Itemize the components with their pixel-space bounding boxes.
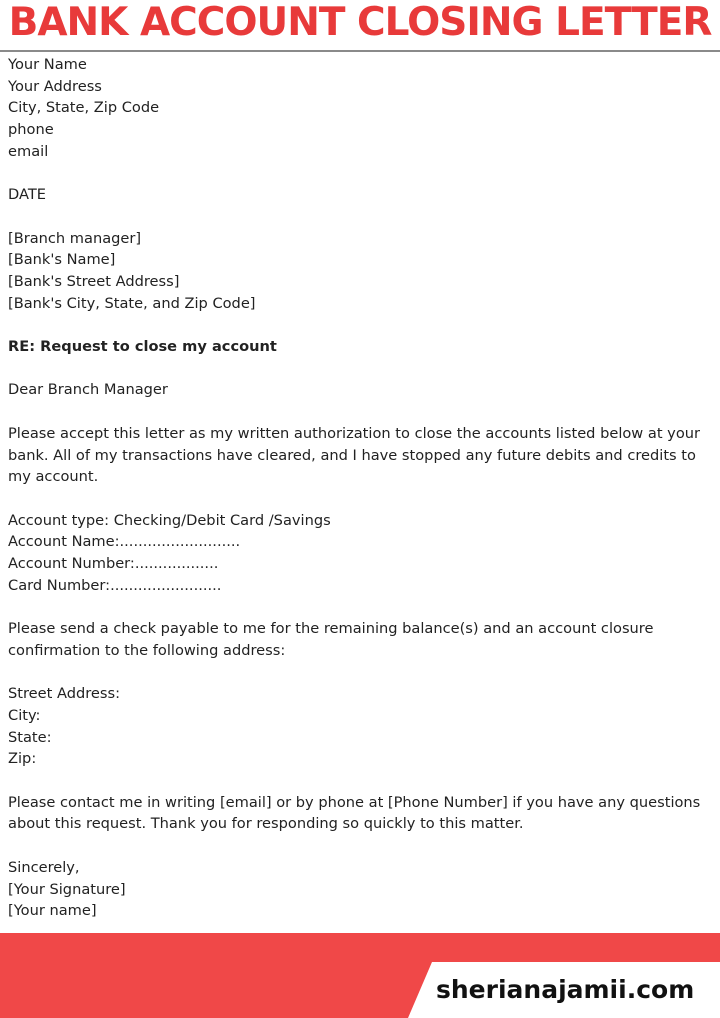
city-field: City: bbox=[8, 706, 41, 724]
letter-body bbox=[8, 54, 712, 922]
street-address-field: Street Address: bbox=[8, 685, 121, 703]
spacer bbox=[8, 163, 712, 185]
spacer bbox=[8, 770, 712, 792]
closing-name: [Your name] bbox=[8, 902, 97, 920]
spacer bbox=[8, 314, 712, 336]
spacer bbox=[8, 401, 712, 423]
title-divider bbox=[0, 50, 720, 52]
sender-email: email bbox=[8, 142, 49, 160]
salutation: Dear Branch Manager bbox=[8, 381, 168, 399]
recipient-bank-name: [Bank's Name] bbox=[8, 251, 116, 269]
spacer bbox=[8, 206, 712, 228]
page-title: BANK ACCOUNT CLOSING LETTER bbox=[8, 0, 712, 45]
spacer bbox=[8, 596, 712, 618]
card-number: Card Number:........................ bbox=[8, 576, 222, 594]
sender-address: Your Address bbox=[8, 77, 102, 95]
check-request-paragraph: Please send a check payable to me for the remaining balance(s) and an account closure confirmation to the following address: bbox=[8, 620, 654, 659]
recipient-city-state-zip: [Bank's City, State, and Zip Code] bbox=[8, 294, 256, 312]
authorization-paragraph: Please accept this letter as my written authorization to close the accounts listed below at your bank. All of my transactions have cleared, and I have stopped any future debits and credits to my account. bbox=[8, 424, 700, 486]
spacer bbox=[8, 488, 712, 510]
sender-name: Your Name bbox=[8, 56, 87, 73]
account-name: Account Name:.......................... bbox=[8, 533, 241, 551]
account-type: Account type: Checking/Debit Card /Savings bbox=[8, 511, 331, 529]
closing-signature: [Your Signature] bbox=[8, 880, 126, 898]
footer-website-link[interactable]: sherianajamii.com bbox=[436, 975, 695, 1004]
spacer bbox=[8, 835, 712, 857]
closing-sincerely: Sincerely, bbox=[8, 858, 80, 876]
letter-date: DATE bbox=[8, 186, 46, 204]
account-number: Account Number:.................. bbox=[8, 555, 219, 573]
contact-paragraph: Please contact me in writing [email] or by phone at [Phone Number] if you have any questions about this request. Thank you for responding so quickly to this matter. bbox=[8, 793, 701, 833]
recipient-manager: [Branch manager] bbox=[8, 229, 142, 247]
zip-field: Zip: bbox=[8, 750, 37, 768]
state-field: State: bbox=[8, 728, 52, 746]
sender-phone: phone bbox=[8, 121, 54, 139]
subject-line: RE: Request to close my account bbox=[8, 338, 277, 356]
spacer bbox=[8, 358, 712, 380]
recipient-street: [Bank's Street Address] bbox=[8, 273, 180, 290]
spacer bbox=[8, 662, 712, 684]
sender-city-state-zip: City, State, Zip Code bbox=[8, 99, 160, 117]
